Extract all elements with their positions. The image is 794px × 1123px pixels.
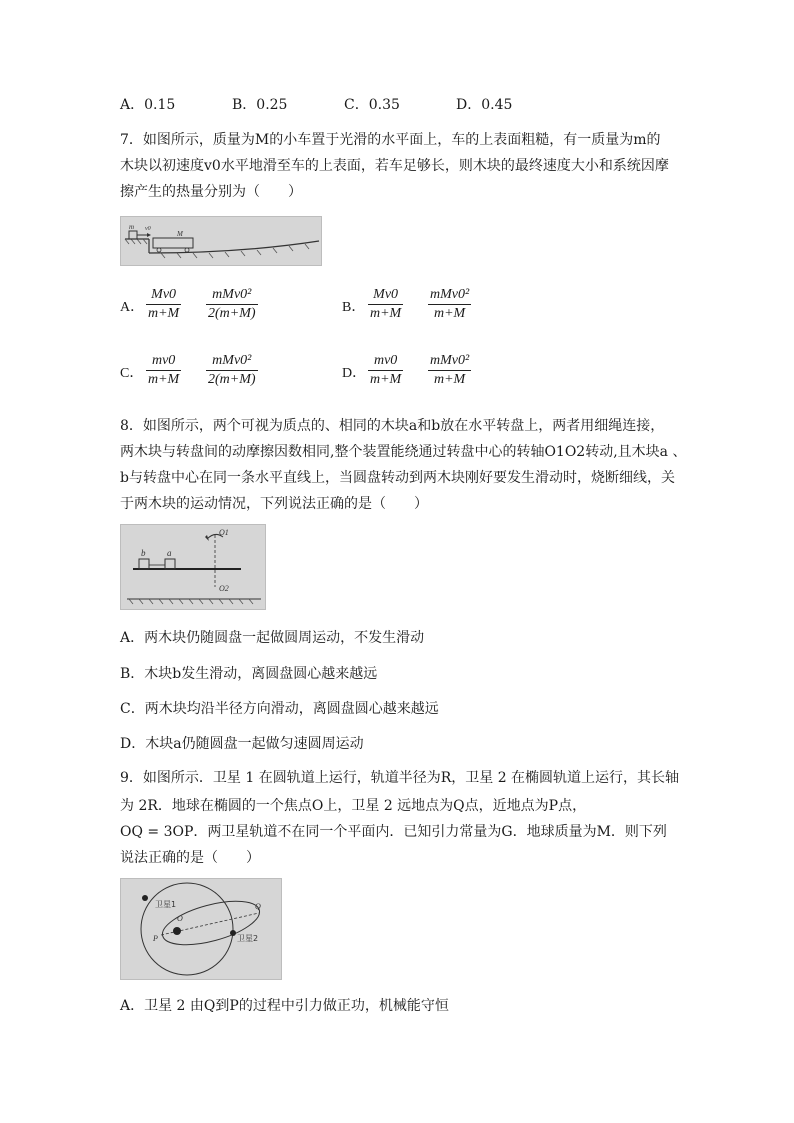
q7-option-d-heat	[428, 352, 471, 389]
q9-orbit-diagram	[121, 879, 281, 979]
q7-c-v-den: m+M	[148, 372, 180, 387]
q8-option-a: A．两木块仍随圆盘一起做圆周运动，不发生滑动	[120, 630, 425, 646]
q7-d-q-den: m+M	[433, 372, 466, 387]
q7-b-q-den: m+M	[433, 306, 466, 321]
q8-fig-label-o2: O2	[219, 584, 229, 593]
q7-option-c-label: C．	[120, 366, 144, 381]
q7-option-d-velocity	[368, 352, 403, 389]
q9-figure	[120, 878, 282, 980]
q9-fig-label-p: P	[153, 934, 158, 943]
q8-option-b: B．木块b发生滑动，离圆盘圆心越来越远	[120, 666, 378, 682]
q6-option-b: B．0.25	[232, 97, 288, 113]
q6-option-a: A．0.15	[120, 97, 176, 113]
q7-c-v-num: mv0	[146, 352, 181, 371]
q7-fig-label-m: m	[129, 223, 135, 231]
q7-b-v-den: m+M	[370, 306, 402, 321]
q7-options-row-1	[120, 284, 540, 328]
q7-option-b-label: B．	[342, 300, 366, 315]
q7-c-q-den: 2(m+M)	[208, 372, 256, 387]
q8-stem-line-1: 8．如图所示，两个可视为质点的、相同的木块a和b放在水平转盘上，两者用细绳连接，	[120, 418, 665, 434]
q8-stem-line-3: b与转盘中心在同一条水平直线上，当圆盘转动到两木块刚好要发生滑动时，烧断细线，关	[120, 470, 675, 486]
q8-stem-line-4: 于两木块的运动情况，下列说法正确的是（ ）	[120, 496, 428, 512]
q7-a-v-den: m+M	[148, 306, 180, 321]
q8-fig-label-o1: O1	[219, 528, 229, 537]
q9-fig-label-q: Q	[255, 902, 261, 911]
q8-option-c: C．两木块均沿半径方向滑动，离圆盘圆心越来越远	[120, 701, 439, 717]
q9-stem-line-1: 9．如图所示．卫星 1 在圆轨道上运行，轨道半径为R，卫星 2 在椭圆轨道上运行，其长轴	[120, 770, 680, 786]
q7-fig-label-v0: v0	[145, 226, 151, 232]
q6-option-c: C．0.35	[344, 97, 400, 113]
q7-figure	[120, 216, 322, 266]
q9-fig-label-o: O	[177, 914, 183, 923]
q7-a-q-den: 2(m+M)	[208, 306, 256, 321]
q9-fig-label-sat2: 卫星2	[237, 934, 259, 943]
q7-stem-line-2: 木块以初速度v0水平地滑至车的上表面，若车足够长，则木块的最终速度大小和系统因摩	[120, 158, 669, 174]
q7-option-d-label: D．	[342, 366, 367, 381]
q7-option-b-heat	[428, 286, 471, 323]
q7-b-v-num: Mv0	[368, 286, 403, 305]
q7-stem-line-1: 7．如图所示，质量为M的小车置于光滑的水平面上，车的上表面粗糙，有一质量为m的	[120, 132, 661, 148]
q9-stem-line-2: 为 2R．地球在椭圆的一个焦点O上，卫星 2 远地点为Q点，近地点为P点，	[120, 798, 587, 814]
q7-option-a-label: A．	[120, 300, 145, 315]
q7-option-c-velocity	[146, 352, 181, 389]
q9-stem-line-4: 说法正确的是（ ）	[120, 850, 260, 866]
q9-stem-line-3: OQ = 3OP．两卫星轨道不在同一个平面内．已知引力常量为G．地球质量为M．则下列	[120, 824, 667, 840]
q8-option-d: D．木块a仍随圆盘一起做匀速圆周运动	[120, 736, 364, 752]
q7-stem-line-3: 擦产生的热量分别为（ ）	[120, 184, 302, 200]
q8-turntable-diagram	[121, 525, 265, 609]
q8-figure	[120, 524, 266, 610]
q7-option-b-velocity	[368, 286, 403, 323]
q7-option-c-heat	[206, 352, 258, 389]
q7-a-q-num: mMv0²	[206, 286, 258, 305]
q7-options-row-2	[120, 350, 540, 394]
q6-option-d: D．0.45	[456, 97, 513, 113]
q7-d-v-num: mv0	[368, 352, 403, 371]
q7-option-a-heat	[206, 286, 258, 323]
q9-fig-label-sat1: 卫星1	[155, 900, 177, 909]
q7-b-q-num: mMv0²	[428, 286, 471, 305]
q9-option-a: A．卫星 2 由Q到P的过程中引力做正功，机械能守恒	[120, 998, 449, 1014]
q8-stem-line-2: 两木块与转盘间的动摩擦因数相同,整个装置能绕通过转盘中心的转轴O1O2转动,且木块a 、	[120, 444, 687, 460]
q6-options	[120, 95, 512, 115]
q7-a-v-num: Mv0	[146, 286, 181, 305]
q7-cart-diagram	[121, 217, 321, 265]
q7-d-q-num: mMv0²	[428, 352, 471, 371]
q7-option-a-velocity	[146, 286, 181, 323]
q7-c-q-num: mMv0²	[206, 352, 258, 371]
q7-d-v-den: m+M	[370, 372, 402, 387]
q8-fig-label-b: b	[141, 548, 146, 558]
q8-fig-label-a: a	[167, 548, 172, 558]
q7-fig-label-M: M	[177, 230, 183, 238]
